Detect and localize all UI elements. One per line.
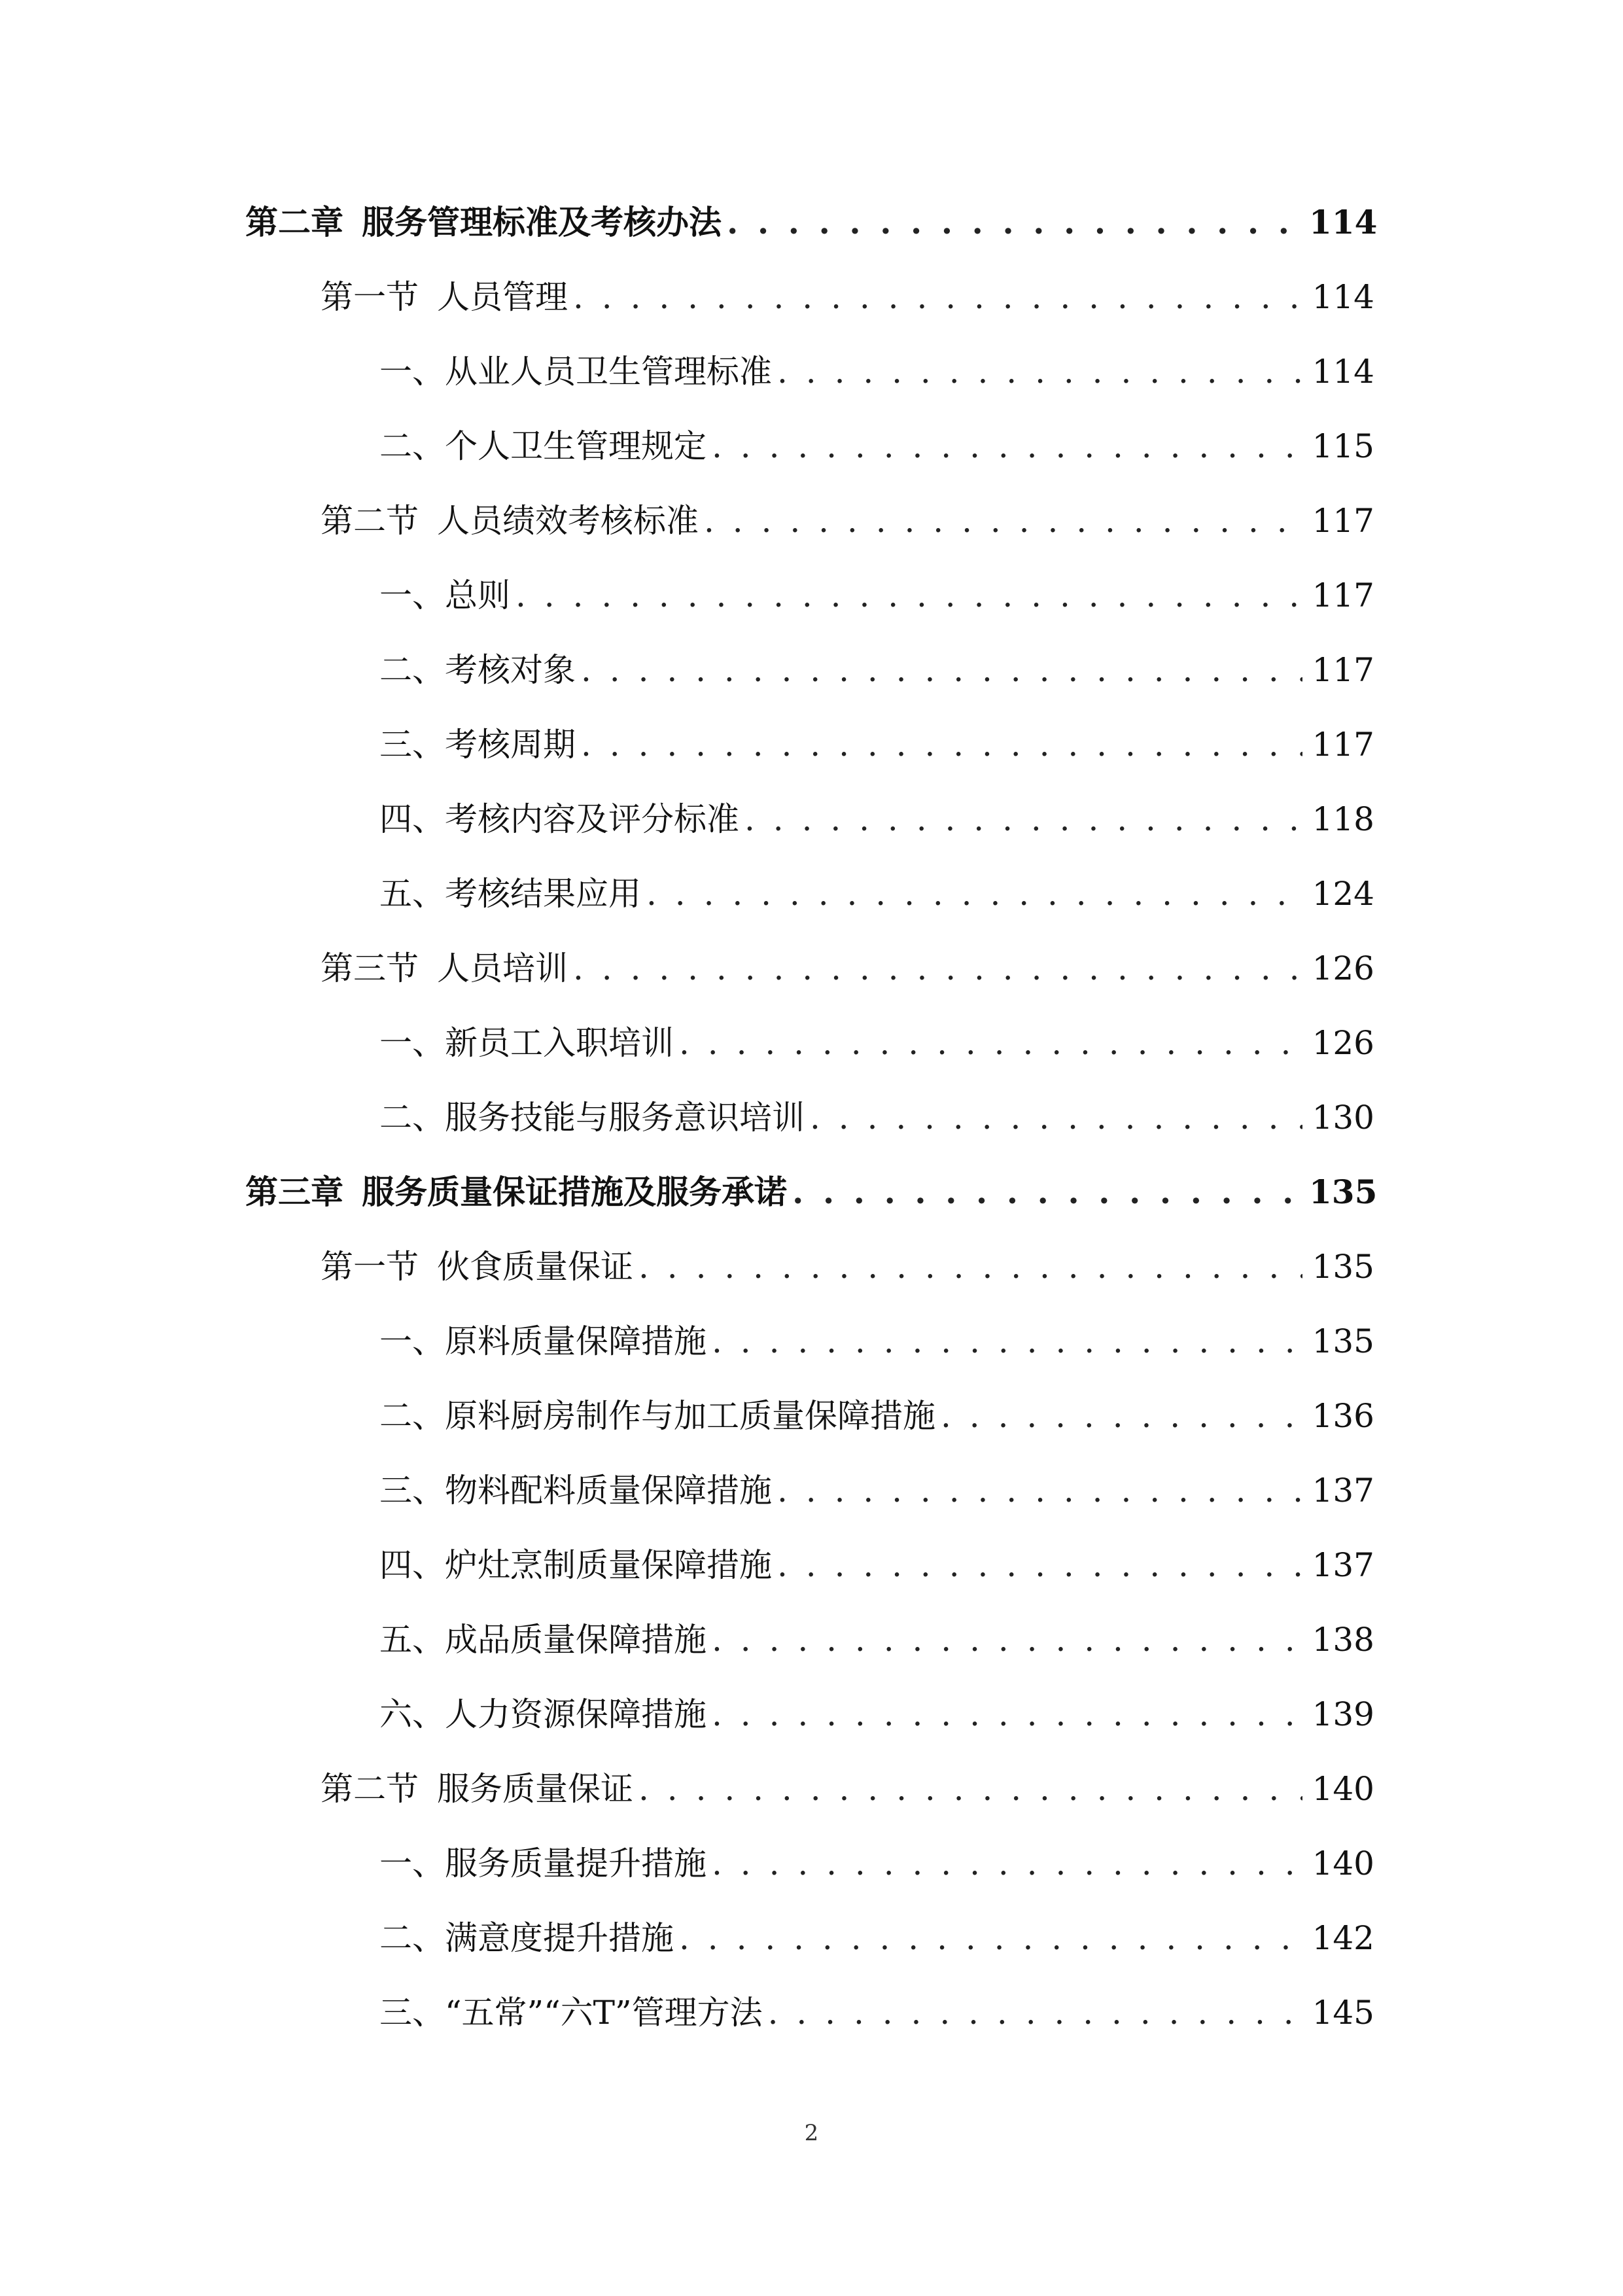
toc-item-entry[interactable] — [379, 569, 1374, 622]
dot-leader — [744, 793, 1302, 845]
toc-section-entry[interactable] — [321, 271, 1374, 323]
dot-leader — [777, 345, 1302, 398]
dot-leader — [712, 1688, 1302, 1740]
toc-title: 总则 — [445, 576, 510, 614]
toc-item-entry[interactable] — [379, 868, 1374, 920]
toc-title: 服务质量提升措施 — [445, 1845, 707, 1882]
toc-prefix: 二、 — [379, 651, 445, 689]
toc-title: 服务技能与服务意识培训 — [445, 1099, 805, 1137]
dot-leader — [581, 718, 1302, 771]
dot-leader — [712, 1614, 1302, 1666]
toc-chapter-entry[interactable] — [245, 1166, 1378, 1218]
toc-page-number: 114 — [1312, 278, 1374, 316]
toc-item-entry[interactable] — [379, 1987, 1374, 2039]
toc-page-number: 137 — [1312, 1546, 1374, 1584]
toc-page-number: 114 — [1309, 203, 1378, 241]
toc-title: 原料质量保障措施 — [445, 1322, 707, 1360]
toc-section-entry[interactable] — [321, 1763, 1374, 1815]
toc-prefix: 第一节 — [321, 1248, 419, 1286]
dot-leader — [712, 420, 1302, 472]
toc-title: 考核结果应用 — [445, 875, 641, 913]
dot-leader — [727, 196, 1302, 249]
toc-page-number: 140 — [1312, 1770, 1374, 1808]
toc-title: 从业人员卫生管理标准 — [445, 353, 772, 391]
toc-prefix: 一、 — [379, 1322, 445, 1360]
toc-prefix: 三、 — [379, 1472, 445, 1510]
toc-title: 人力资源保障措施 — [445, 1695, 707, 1733]
dot-leader — [679, 1017, 1302, 1069]
toc-title: 考核对象 — [445, 651, 576, 689]
toc-prefix: 一、 — [379, 1024, 445, 1062]
toc-page-number: 142 — [1312, 1919, 1374, 1957]
dot-leader — [941, 1390, 1302, 1442]
dot-leader — [638, 1763, 1302, 1815]
toc-title: 服务质量保证措施及服务承诺 — [362, 1173, 787, 1211]
toc-title: 新员工入职培训 — [445, 1024, 674, 1062]
toc-page-number: 117 — [1312, 651, 1374, 689]
toc-prefix: 第二节 — [321, 502, 419, 540]
toc-title: 原料厨房制作与加工质量保障措施 — [445, 1397, 935, 1435]
toc-item-entry[interactable] — [379, 1912, 1374, 1964]
toc-item-entry[interactable] — [379, 1390, 1374, 1442]
toc-title: 满意度提升措施 — [445, 1919, 674, 1957]
dot-leader — [777, 1464, 1302, 1517]
toc-page-number: 135 — [1309, 1173, 1378, 1211]
toc-page-number: 140 — [1312, 1845, 1374, 1882]
toc-item-entry[interactable] — [379, 1688, 1374, 1740]
toc-item-entry[interactable] — [379, 1315, 1374, 1368]
dot-leader — [792, 1166, 1302, 1218]
dot-leader — [768, 1987, 1302, 2039]
toc-title: 考核周期 — [445, 726, 576, 764]
toc-chapter-entry[interactable] — [245, 196, 1378, 249]
toc-title: 服务质量保证 — [437, 1770, 633, 1808]
toc-title: 成品质量保障措施 — [445, 1621, 707, 1659]
toc-prefix: 一、 — [379, 576, 445, 614]
toc-prefix: 三、 — [379, 726, 445, 764]
toc-page-number: 117 — [1312, 502, 1374, 540]
toc-item-entry[interactable] — [379, 793, 1374, 845]
dot-leader — [573, 271, 1302, 323]
toc-section-entry[interactable] — [321, 942, 1374, 995]
dot-leader — [646, 868, 1302, 920]
toc-prefix: 一、 — [379, 353, 445, 391]
toc-prefix: 二、 — [379, 1397, 445, 1435]
toc-prefix: 五、 — [379, 1621, 445, 1659]
toc-item-entry[interactable] — [379, 718, 1374, 771]
dot-leader — [679, 1912, 1302, 1964]
toc-prefix: 四、 — [379, 800, 445, 838]
toc-title: 伙食质量保证 — [437, 1248, 633, 1286]
toc-title: 个人卫生管理规定 — [445, 427, 707, 465]
toc-item-entry[interactable] — [379, 1614, 1374, 1666]
toc-prefix: 第三节 — [321, 949, 419, 987]
dot-leader — [704, 495, 1302, 547]
toc-item-entry[interactable] — [379, 1837, 1374, 1890]
dot-leader — [573, 942, 1302, 995]
toc-page-number: 135 — [1312, 1248, 1374, 1286]
dot-leader — [712, 1315, 1302, 1368]
toc-page-number: 114 — [1312, 353, 1374, 391]
toc-title: 人员管理 — [437, 278, 568, 316]
toc-title: 炉灶烹制质量保障措施 — [445, 1546, 772, 1584]
toc-page-number: 136 — [1312, 1397, 1374, 1435]
toc-prefix: 一、 — [379, 1845, 445, 1882]
dot-leader — [515, 569, 1302, 622]
toc-title: 服务管理标准及考核办法 — [362, 203, 722, 241]
toc-page-number: 126 — [1312, 949, 1374, 987]
toc-page-number: 117 — [1312, 576, 1374, 614]
toc-item-entry[interactable] — [379, 1464, 1374, 1517]
dot-leader — [581, 644, 1302, 696]
dot-leader — [638, 1241, 1302, 1293]
toc-title: “五常”“六T”管理方法 — [445, 1994, 763, 2032]
toc-item-entry[interactable] — [379, 345, 1374, 398]
toc-prefix: 第二节 — [321, 1770, 419, 1808]
toc-prefix: 第一节 — [321, 278, 419, 316]
toc-item-entry[interactable] — [379, 1091, 1374, 1144]
toc-page-number: 137 — [1312, 1472, 1374, 1510]
toc-prefix: 二、 — [379, 1919, 445, 1957]
toc-page-number: 126 — [1312, 1024, 1374, 1062]
toc-page-number: 124 — [1312, 875, 1374, 913]
toc-page-number: 145 — [1312, 1994, 1374, 2032]
toc-item-entry[interactable] — [379, 644, 1374, 696]
toc-item-entry[interactable] — [379, 1017, 1374, 1069]
toc-prefix: 三、 — [379, 1994, 445, 2032]
toc-title: 物料配料质量保障措施 — [445, 1472, 772, 1510]
toc-prefix: 第三章 — [245, 1173, 343, 1211]
toc-title: 人员绩效考核标准 — [437, 502, 699, 540]
toc-prefix: 二、 — [379, 427, 445, 465]
dot-leader — [712, 1837, 1302, 1890]
toc-prefix: 五、 — [379, 875, 445, 913]
dot-leader — [810, 1091, 1302, 1144]
toc-prefix: 四、 — [379, 1546, 445, 1584]
toc-prefix: 第二章 — [245, 203, 343, 241]
toc-page-number: 138 — [1312, 1621, 1374, 1659]
toc-section-entry[interactable] — [321, 495, 1374, 547]
dot-leader — [777, 1539, 1302, 1591]
toc-page-number: 130 — [1312, 1099, 1374, 1137]
page-number: 2 — [804, 2120, 819, 2146]
toc-prefix: 二、 — [379, 1099, 445, 1137]
toc-page-number: 139 — [1312, 1695, 1374, 1733]
toc-section-entry[interactable] — [321, 1241, 1374, 1293]
toc-title: 考核内容及评分标准 — [445, 800, 739, 838]
toc-item-entry[interactable] — [379, 1539, 1374, 1591]
toc-page-number: 117 — [1312, 726, 1374, 764]
toc-page-number: 115 — [1312, 427, 1374, 465]
toc-item-entry[interactable] — [379, 420, 1374, 472]
toc-title: 人员培训 — [437, 949, 568, 987]
toc-page-number: 118 — [1312, 800, 1374, 838]
toc-prefix: 六、 — [379, 1695, 445, 1733]
toc-page-number: 135 — [1312, 1322, 1374, 1360]
